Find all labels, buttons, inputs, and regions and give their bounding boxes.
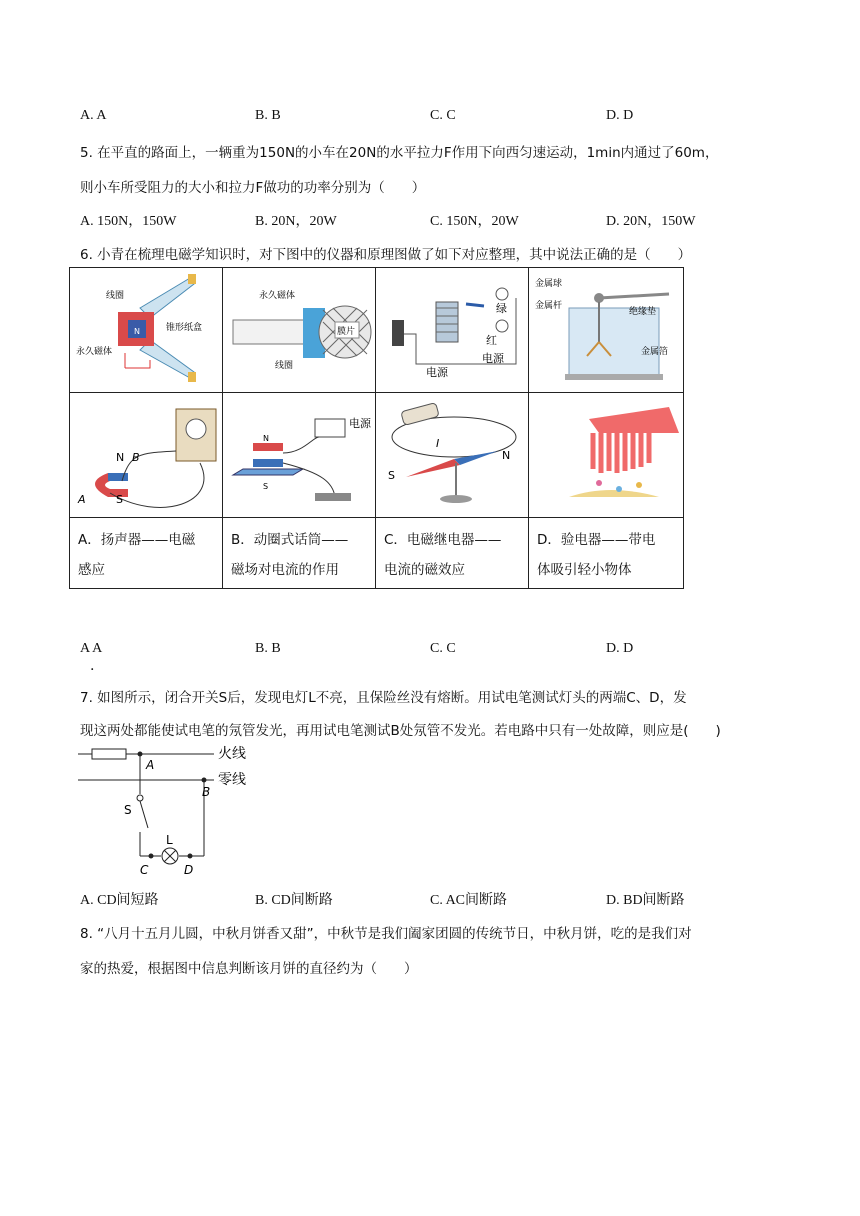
label-magnet: 永久磁体 (259, 291, 296, 301)
option-b: B. B (255, 641, 281, 656)
electroscope-figure (529, 268, 683, 392)
label-insulator: 绝缘垫 (629, 307, 657, 317)
cell-c: C．电磁继电器—— 电流的磁效应 (384, 532, 502, 578)
label-live-wire: 火线 (218, 746, 246, 762)
dot-mark: . (90, 658, 95, 674)
option-a: A A (80, 641, 103, 656)
label-red: 红 (486, 334, 497, 347)
q5-stem-line2: 则小车所受阻力的大小和拉力F做功的功率分别为（ ） (80, 180, 426, 196)
q8-stem-line2: 家的热爱，根据图中信息判断该月饼的直径约为（ ） (80, 961, 418, 977)
q6-options (80, 641, 780, 661)
label-diaphragm: 膜片 (337, 327, 356, 337)
label-magnet: 永久磁体 (76, 347, 113, 357)
q8-stem-line1: 8. “八月十五月儿圆，中秋月饼香又甜”，中秋节是我们阖家团圆的传统节日，中秋月饼，吃的是我们对 (80, 926, 692, 942)
label-power-2: 电源 (482, 352, 504, 365)
option-a: A. CD间短路 (80, 893, 159, 908)
speaker-figure (70, 268, 222, 392)
option-b: B. CD间断路 (255, 893, 333, 908)
comb-figure (529, 393, 683, 517)
option-d: D. D (606, 108, 634, 123)
oersted-figure (376, 393, 528, 517)
label-l: L (166, 833, 173, 847)
generator-figure (70, 393, 222, 517)
label-s: S (388, 469, 395, 482)
q7-stem-line2: 现这两处都能使试电笔的氖管发光，再用试电笔测试B处氖管不发光。若电路中只有一处故障，则应是( ) (80, 723, 721, 739)
label-a: A (78, 493, 86, 506)
option-c: C. C (430, 641, 456, 656)
label-s: S (116, 493, 123, 506)
option-d: D. BD间断路 (606, 893, 685, 908)
option-a: A. A (80, 108, 107, 123)
label-rod: 金属杆 (535, 301, 563, 311)
label-s: S (124, 803, 132, 817)
label-ball: 金属球 (535, 279, 563, 289)
q5-options (80, 210, 780, 230)
microphone-figure (223, 268, 375, 392)
label-green: 绿 (496, 302, 507, 315)
q6-figure-table (69, 267, 684, 589)
label-foil: 金属箔 (641, 347, 669, 357)
circuit-diagram (78, 742, 268, 880)
label-current: I (436, 437, 440, 450)
label-s: S (263, 482, 269, 491)
option-c: C. 150N，20W (430, 214, 519, 229)
q6-stem: 6. 小青在梳理电磁学知识时，对下图中的仪器和原理图做了如下对应整理，其中说法正确的是（ ） (80, 247, 692, 263)
cell-b: B．动圈式话筒—— 磁场对电流的作用 (231, 532, 349, 578)
cell-a: A．扬声器——电磁 感应 (78, 532, 196, 578)
label-a: A (146, 758, 155, 772)
q7-options (80, 889, 780, 909)
label-d: D (184, 863, 194, 877)
label-coil: 线圈 (106, 291, 125, 301)
option-b: B. B (255, 108, 281, 123)
label-n: N (116, 451, 125, 464)
label-c: C (140, 863, 149, 877)
relay-figure (376, 268, 528, 392)
label-b: B (132, 451, 140, 464)
label-n: N (263, 434, 269, 443)
label-b: B (202, 785, 211, 799)
cell-d: D．验电器——带电 体吸引轻小物体 (537, 532, 656, 578)
option-b: B. 20N，20W (255, 214, 337, 229)
option-d: D. 20N，150W (606, 214, 696, 229)
option-c: C. C (430, 108, 456, 123)
q4-options (80, 108, 780, 128)
label-neutral-wire: 零线 (218, 772, 246, 788)
option-c: C. AC间断路 (430, 893, 508, 908)
motor-figure (223, 393, 375, 517)
q5-stem-line1: 5. 在平直的路面上，一辆重为150N的小车在20N的水平拉力F作用下向西匀速运动，1min内通过了60m， (80, 145, 719, 161)
label-cone: 锥形纸盒 (166, 323, 203, 333)
svg-text:N: N (134, 327, 140, 336)
option-d: D. D (606, 641, 634, 656)
label-coil: 线圈 (275, 361, 294, 371)
label-power-1: 电源 (426, 366, 448, 379)
q7-stem-line1: 7. 如图所示，闭合开关S后，发现电灯L不亮，且保险丝没有熔断。用试电笔测试灯头的两端C、D，发 (80, 690, 687, 706)
label-n: N (502, 449, 511, 462)
label-power: 电源 (349, 417, 371, 430)
option-a: A. 150N，150W (80, 214, 177, 229)
